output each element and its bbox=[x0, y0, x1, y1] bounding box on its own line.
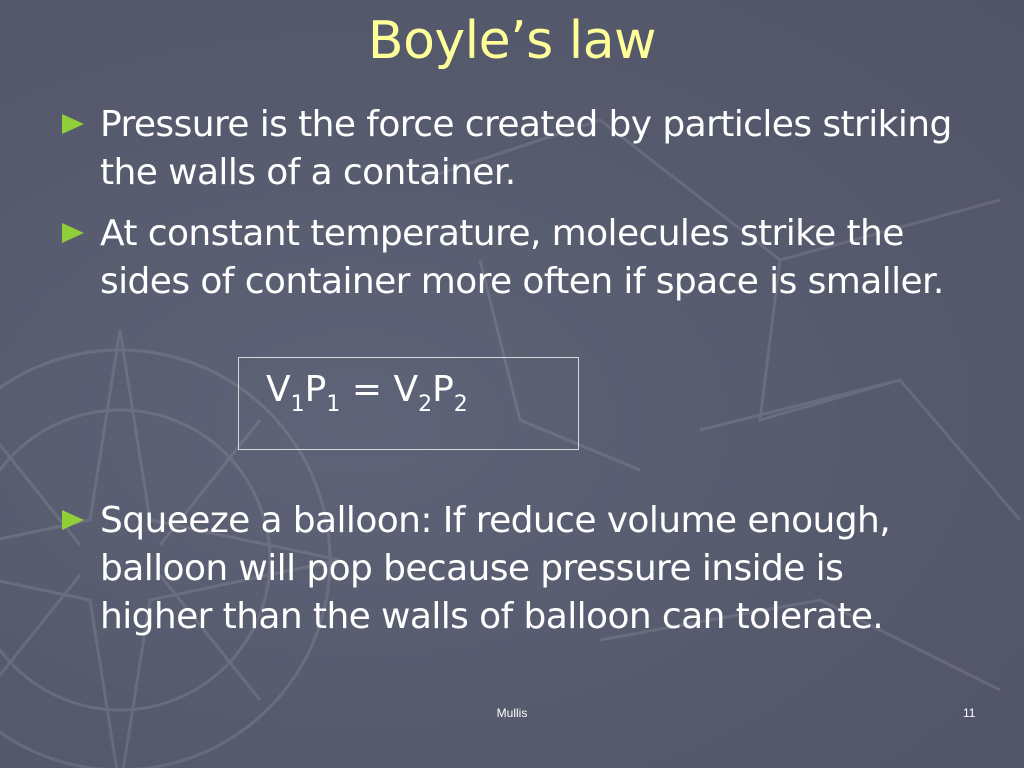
bullet-item bbox=[62, 497, 962, 641]
bullet-item bbox=[62, 210, 962, 306]
footer-author: Mullis bbox=[496, 706, 528, 720]
equation-box bbox=[238, 357, 579, 450]
triangle-right-icon bbox=[62, 223, 84, 243]
slide-number: 11 bbox=[963, 706, 976, 720]
triangle-right-icon bbox=[62, 114, 84, 134]
triangle-right-icon bbox=[62, 510, 84, 530]
slide-title: Boyle’s law bbox=[367, 11, 657, 71]
bullet-item bbox=[62, 101, 962, 197]
bullet-text: Squeeze a balloon: If reduce volume enough, balloon will pop because pressure inside is higher than the walls of balloon can tolerate. bbox=[100, 500, 891, 637]
bullet-text: Pressure is the force created by particles striking the walls of a container. bbox=[100, 104, 952, 193]
bullet-text: At constant temperature, molecules strike the sides of container more often if space is smaller. bbox=[100, 213, 944, 302]
boyles-law-equation: $V_1P_1 = V_2P_2$ bbox=[266, 369, 468, 417]
